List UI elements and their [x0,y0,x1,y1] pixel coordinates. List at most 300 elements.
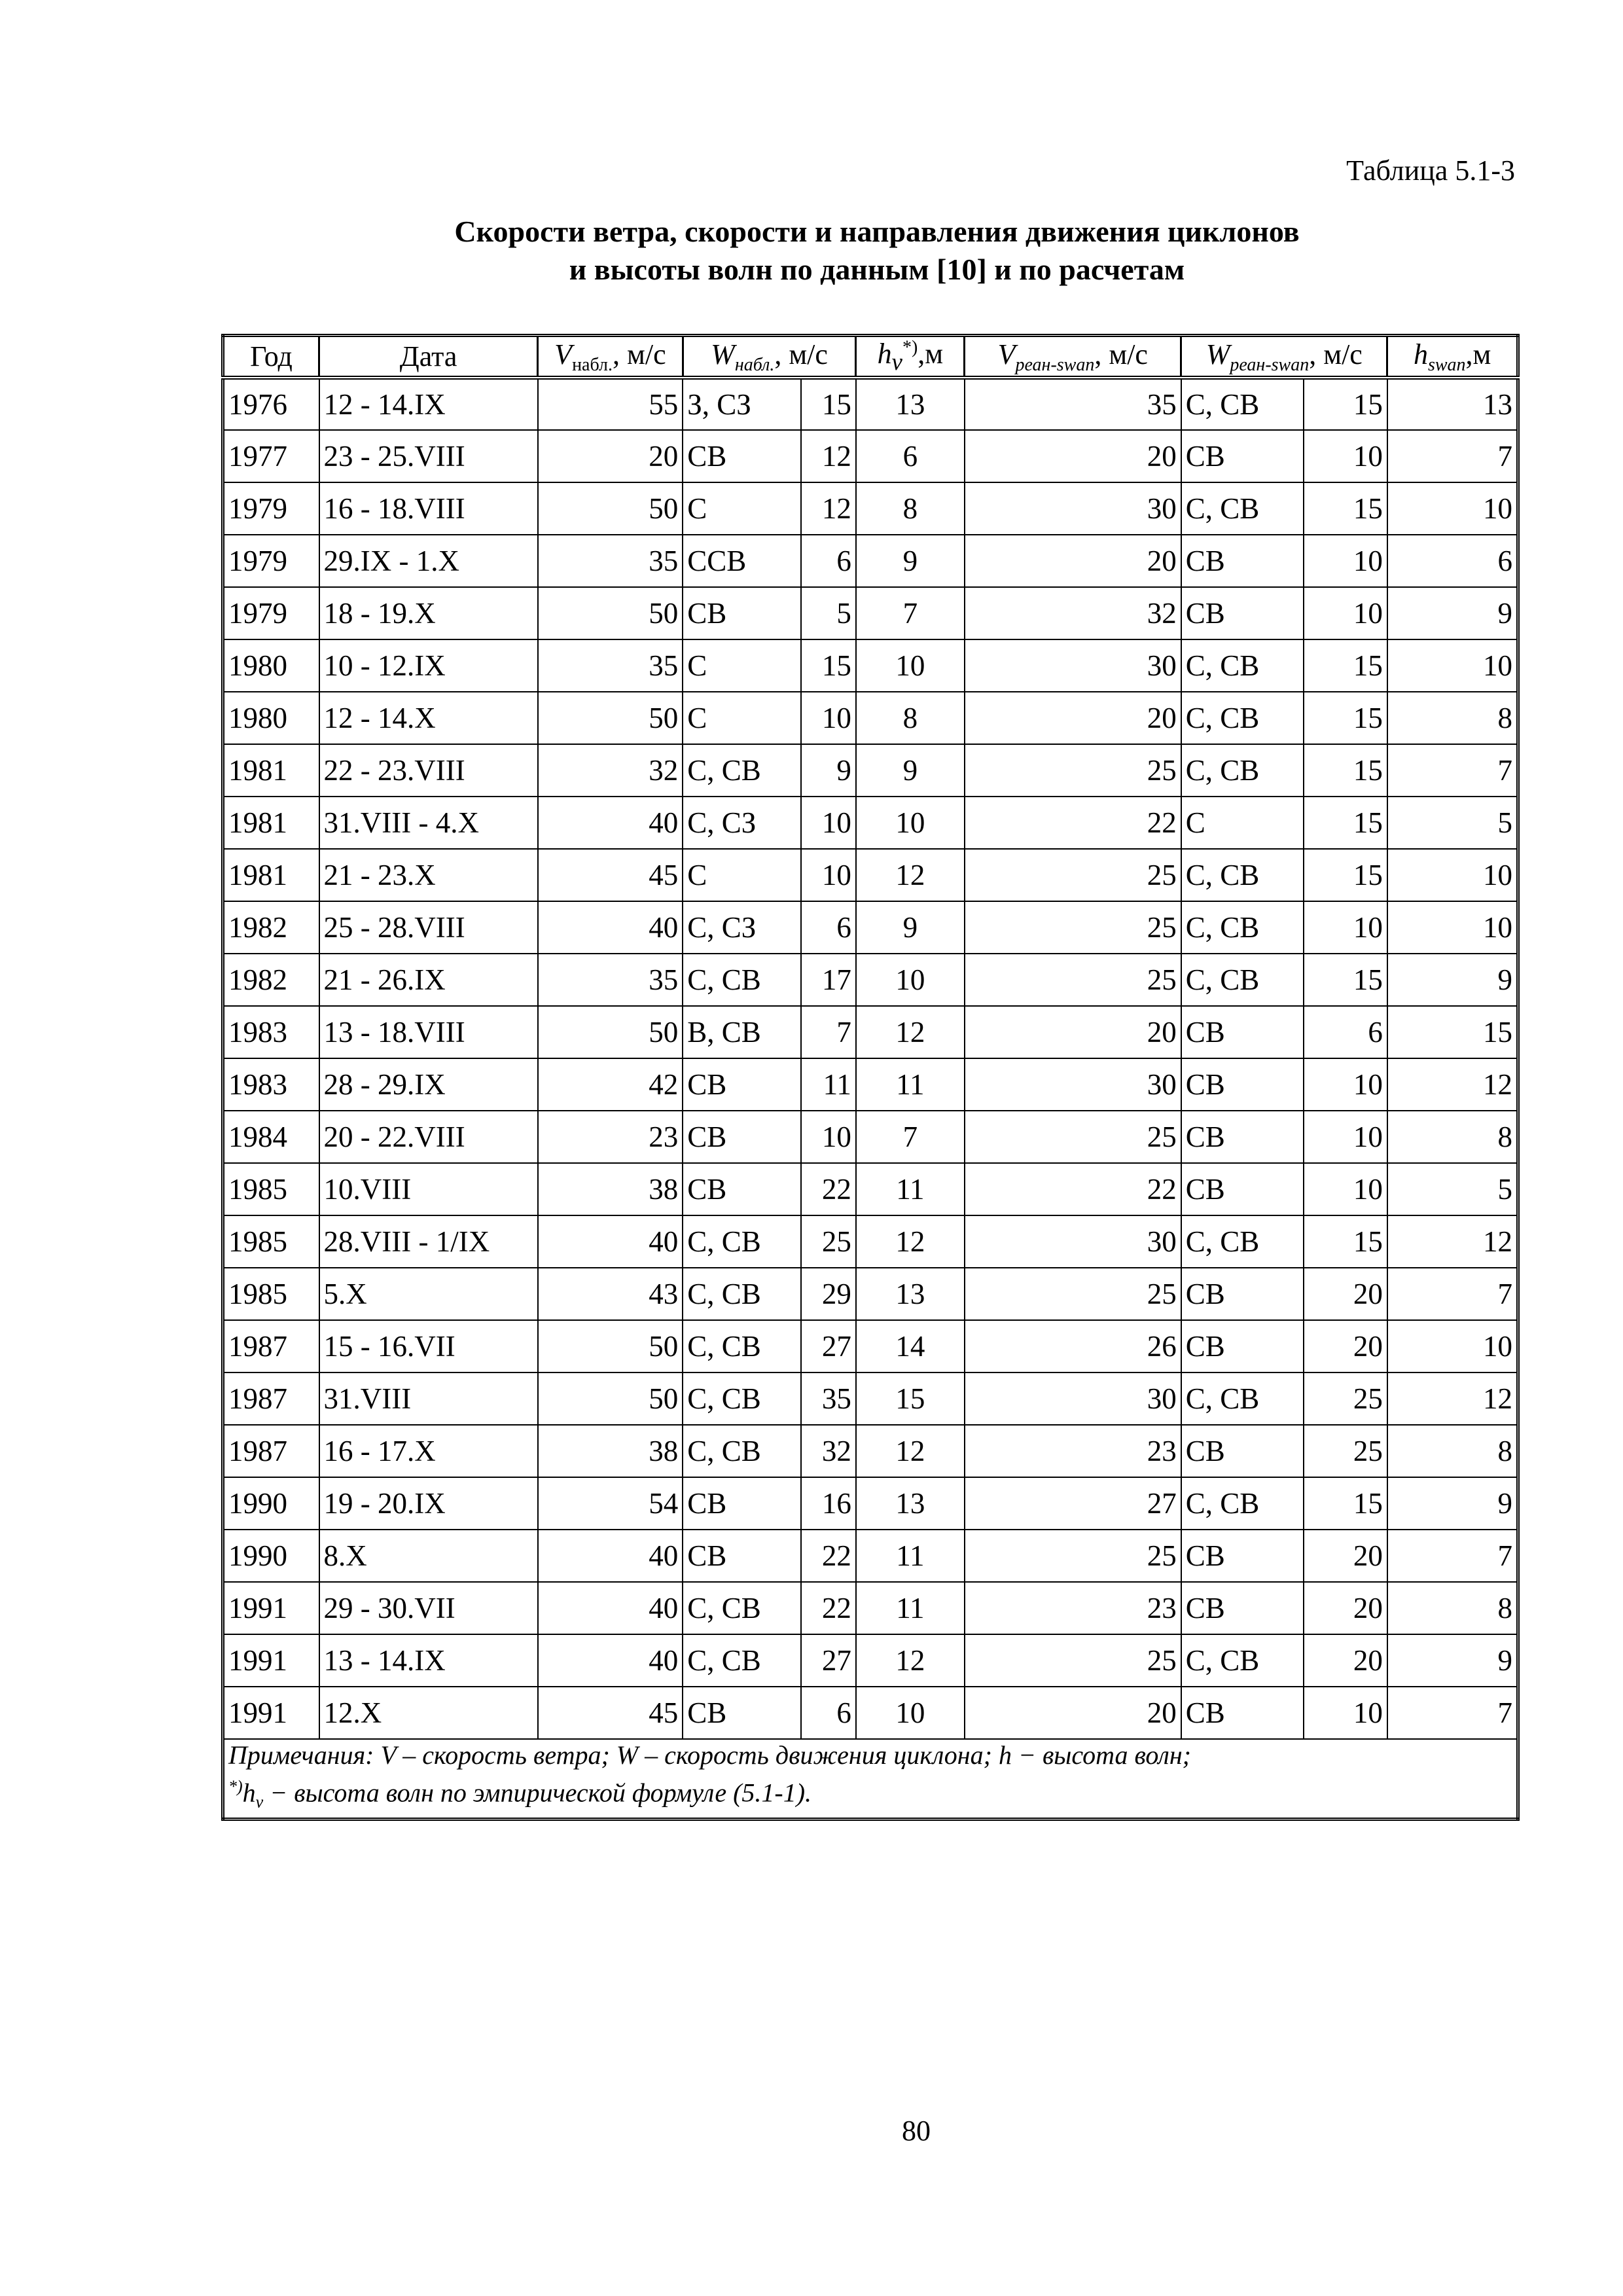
cell-h-swan: 7 [1387,1268,1518,1320]
cell-hv: 12 [856,1006,965,1058]
cell-h-swan: 6 [1387,535,1518,587]
cell-w-reanalysis: 15 [1304,744,1387,797]
cell-year: 1985 [223,1163,319,1215]
cell-w-direction: С [683,849,801,901]
cell-year: 1977 [223,430,319,482]
cell-date: 31.VIII - 4.X [319,797,538,849]
cell-v-reanalysis: 20 [965,1006,1181,1058]
cell-year: 1983 [223,1006,319,1058]
cell-v-reanalysis: 20 [965,692,1181,744]
table-row [223,535,1518,587]
cell-w-observed: 6 [801,1687,856,1739]
cell-w-reanalysis: 15 [1304,954,1387,1006]
cell-reanalysis-direction: СВ [1181,1425,1304,1477]
cell-h-swan: 10 [1387,1320,1518,1372]
cell-h-swan: 10 [1387,901,1518,954]
cell-hv: 11 [856,1530,965,1582]
cell-date: 15 - 16.VII [319,1320,538,1372]
cell-w-observed: 22 [801,1163,856,1215]
table-header [223,336,1518,378]
cell-w-reanalysis: 10 [1304,1111,1387,1163]
cell-date: 12 - 14.X [319,692,538,744]
cell-h-swan: 8 [1387,692,1518,744]
cell-reanalysis-direction: С, СВ [1181,1477,1304,1530]
table-row [223,692,1518,744]
header-w-observed [683,336,856,378]
cell-w-direction: СВ [683,587,801,639]
cell-h-swan: 12 [1387,1215,1518,1268]
cell-w-observed: 29 [801,1268,856,1320]
cell-reanalysis-direction: СВ [1181,1111,1304,1163]
cell-v-observed: 23 [538,1111,683,1163]
cell-w-observed: 10 [801,849,856,901]
header-w-reanalysis-subscript: реан-swan [1230,354,1310,375]
cell-v-observed: 55 [538,378,683,430]
cell-date: 19 - 20.IX [319,1477,538,1530]
cell-w-observed: 17 [801,954,856,1006]
cell-v-reanalysis: 25 [965,744,1181,797]
cell-v-observed: 35 [538,535,683,587]
table-header-row [223,336,1518,378]
cell-reanalysis-direction: С, СВ [1181,901,1304,954]
cell-date: 13 - 18.VIII [319,1006,538,1058]
cell-hv: 12 [856,1215,965,1268]
cell-w-reanalysis: 25 [1304,1425,1387,1477]
cell-w-reanalysis: 10 [1304,430,1387,482]
cell-w-direction: В, СВ [683,1006,801,1058]
page-number: 80 [902,2115,931,2147]
cell-w-reanalysis: 15 [1304,639,1387,692]
cell-v-observed: 40 [538,901,683,954]
table-title [0,213,1623,289]
cell-v-observed: 42 [538,1058,683,1111]
cell-v-observed: 45 [538,849,683,901]
cell-w-reanalysis: 15 [1304,482,1387,535]
cell-w-reanalysis: 10 [1304,1058,1387,1111]
cell-hv: 12 [856,849,965,901]
table-row [223,639,1518,692]
cell-w-direction: СВ [683,1687,801,1739]
cell-w-direction: ССВ [683,535,801,587]
cell-w-observed: 27 [801,1634,856,1687]
header-hv-superscript: *) [902,337,918,358]
cell-v-reanalysis: 35 [965,378,1181,430]
cell-year: 1985 [223,1268,319,1320]
cell-v-reanalysis: 30 [965,1215,1181,1268]
cell-w-reanalysis: 15 [1304,1477,1387,1530]
cell-hv: 6 [856,430,965,482]
cell-h-swan: 9 [1387,954,1518,1006]
table-row [223,1111,1518,1163]
cell-date: 12 - 14.IX [319,378,538,430]
cell-hv: 10 [856,1687,965,1739]
table-row [223,430,1518,482]
cell-date: 21 - 26.IX [319,954,538,1006]
cell-reanalysis-direction: СВ [1181,1530,1304,1582]
cell-w-observed: 25 [801,1215,856,1268]
cell-v-reanalysis: 27 [965,1477,1181,1530]
cell-w-observed: 7 [801,1006,856,1058]
cell-date: 29 - 30.VII [319,1582,538,1634]
header-hv [856,336,965,378]
cell-reanalysis-direction: СВ [1181,1320,1304,1372]
cell-v-reanalysis: 23 [965,1425,1181,1477]
cell-hv: 12 [856,1634,965,1687]
cell-h-swan: 10 [1387,849,1518,901]
cell-w-reanalysis: 15 [1304,1215,1387,1268]
cell-v-observed: 20 [538,430,683,482]
cell-w-reanalysis: 15 [1304,797,1387,849]
header-h-swan-symbol: h [1413,338,1428,370]
cell-hv: 7 [856,587,965,639]
table-row [223,797,1518,849]
cell-date: 16 - 17.X [319,1425,538,1477]
table-row [223,744,1518,797]
cell-h-swan: 9 [1387,587,1518,639]
cell-v-reanalysis: 25 [965,1268,1181,1320]
header-w-observed-unit: , м/с [774,338,828,370]
cell-w-observed: 11 [801,1058,856,1111]
cell-w-direction: С, СВ [683,1320,801,1372]
footnote-hv-subscript: v [255,1792,264,1812]
cell-hv: 9 [856,744,965,797]
cell-w-direction: С, СВ [683,1634,801,1687]
cell-v-observed: 50 [538,587,683,639]
cell-w-observed: 10 [801,1111,856,1163]
cell-hv: 8 [856,692,965,744]
cell-date: 20 - 22.VIII [319,1111,538,1163]
cell-w-direction: С [683,482,801,535]
cell-date: 5.X [319,1268,538,1320]
cell-w-direction: С, СВ [683,954,801,1006]
table-row [223,1372,1518,1425]
cell-w-reanalysis: 15 [1304,692,1387,744]
cell-w-reanalysis: 10 [1304,587,1387,639]
cell-v-observed: 50 [538,1006,683,1058]
cell-w-reanalysis: 10 [1304,1687,1387,1739]
cell-w-direction: С, СВ [683,1215,801,1268]
cell-hv: 9 [856,535,965,587]
cell-year: 1979 [223,587,319,639]
cell-reanalysis-direction: С, СВ [1181,482,1304,535]
cell-v-reanalysis: 30 [965,1058,1181,1111]
cell-date: 25 - 28.VIII [319,901,538,954]
cell-hv: 8 [856,482,965,535]
cell-w-reanalysis: 20 [1304,1530,1387,1582]
cell-v-observed: 40 [538,1582,683,1634]
cell-year: 1981 [223,744,319,797]
cell-w-observed: 27 [801,1320,856,1372]
cell-v-observed: 35 [538,639,683,692]
cell-reanalysis-direction: С, СВ [1181,1215,1304,1268]
header-w-observed-symbol: W [711,338,735,370]
header-v-reanalysis-subscript: реан-swan [1015,354,1095,375]
cell-w-reanalysis: 10 [1304,535,1387,587]
footnote-line-2 [228,1771,1512,1818]
cell-date: 28.VIII - 1/IX [319,1215,538,1268]
cell-w-reanalysis: 20 [1304,1634,1387,1687]
table-row [223,482,1518,535]
header-hv-unit: ,м [918,338,944,370]
cell-reanalysis-direction: С, СВ [1181,1634,1304,1687]
table-row [223,1425,1518,1477]
cell-v-observed: 38 [538,1163,683,1215]
header-w-observed-subscript: набл. [734,354,775,375]
cell-hv: 10 [856,797,965,849]
cell-v-reanalysis: 30 [965,1372,1181,1425]
header-v-observed-unit: , м/с [613,338,666,370]
cell-year: 1990 [223,1477,319,1530]
cell-w-observed: 32 [801,1425,856,1477]
cell-v-observed: 32 [538,744,683,797]
data-table [221,334,1520,1821]
cell-year: 1991 [223,1582,319,1634]
cell-year: 1982 [223,901,319,954]
table-row [223,1268,1518,1320]
table-title-line-2: и высоты волн по данным [10] и по расчетам [569,253,1185,286]
cell-reanalysis-direction: СВ [1181,1582,1304,1634]
cell-h-swan: 8 [1387,1425,1518,1477]
cell-h-swan: 7 [1387,1530,1518,1582]
table-body [223,378,1518,1739]
cell-h-swan: 10 [1387,482,1518,535]
cell-hv: 13 [856,1268,965,1320]
cell-reanalysis-direction: С, СВ [1181,954,1304,1006]
table-row [223,1163,1518,1215]
cell-year: 1991 [223,1634,319,1687]
header-v-reanalysis [965,336,1181,378]
cell-h-swan: 7 [1387,744,1518,797]
cell-w-direction: С, СВ [683,1268,801,1320]
cell-reanalysis-direction: СВ [1181,1687,1304,1739]
cell-reanalysis-direction: СВ [1181,430,1304,482]
cell-w-reanalysis: 10 [1304,901,1387,954]
header-h-swan-subscript: swan [1427,354,1466,375]
cell-w-direction: С, СВ [683,1372,801,1425]
cell-year: 1984 [223,1111,319,1163]
table-row [223,1687,1518,1739]
cell-w-direction: С, СВ [683,1425,801,1477]
cell-v-reanalysis: 22 [965,797,1181,849]
cell-v-reanalysis: 25 [965,849,1181,901]
cell-v-reanalysis: 20 [965,430,1181,482]
cell-v-observed: 40 [538,797,683,849]
cell-v-observed: 43 [538,1268,683,1320]
cell-w-observed: 35 [801,1372,856,1425]
cell-w-direction: С [683,639,801,692]
footnote-hv-symbol: h [242,1778,256,1808]
cell-date: 10 - 12.IX [319,639,538,692]
cell-w-observed: 6 [801,901,856,954]
cell-v-reanalysis: 25 [965,1111,1181,1163]
cell-w-direction: С, СВ [683,1582,801,1634]
cell-reanalysis-direction: СВ [1181,1268,1304,1320]
cell-v-observed: 35 [538,954,683,1006]
table-row [223,1058,1518,1111]
cell-h-swan: 12 [1387,1372,1518,1425]
cell-h-swan: 5 [1387,797,1518,849]
cell-w-observed: 22 [801,1530,856,1582]
cell-h-swan: 15 [1387,1006,1518,1058]
cell-v-reanalysis: 32 [965,587,1181,639]
cell-h-swan: 12 [1387,1058,1518,1111]
cell-hv: 11 [856,1163,965,1215]
cell-v-reanalysis: 25 [965,1530,1181,1582]
cell-v-reanalysis: 30 [965,482,1181,535]
cell-hv: 7 [856,1111,965,1163]
cell-w-direction: СВ [683,1163,801,1215]
cell-w-reanalysis: 6 [1304,1006,1387,1058]
header-v-observed-subscript: набл. [572,354,613,375]
cell-reanalysis-direction: С, СВ [1181,1372,1304,1425]
cell-w-reanalysis: 20 [1304,1582,1387,1634]
cell-year: 1982 [223,954,319,1006]
cell-year: 1980 [223,692,319,744]
cell-w-direction: С [683,692,801,744]
cell-hv: 9 [856,901,965,954]
cell-w-reanalysis: 20 [1304,1320,1387,1372]
footnote-line-1: Примечания: V – скорость ветра; W – скорость движения циклона; h − высота волн; [228,1740,1191,1770]
cell-year: 1983 [223,1058,319,1111]
cell-v-reanalysis: 22 [965,1163,1181,1215]
cell-year: 1979 [223,482,319,535]
cell-date: 31.VIII [319,1372,538,1425]
cell-v-reanalysis: 25 [965,1634,1181,1687]
table-row [223,1634,1518,1687]
table-row [223,1582,1518,1634]
cell-w-observed: 10 [801,692,856,744]
cell-year: 1981 [223,797,319,849]
cell-v-observed: 50 [538,692,683,744]
header-hv-subscript: v [891,348,902,375]
cell-reanalysis-direction: С [1181,797,1304,849]
cell-hv: 11 [856,1582,965,1634]
cell-reanalysis-direction: С, СВ [1181,692,1304,744]
cell-w-observed: 15 [801,639,856,692]
cell-date: 12.X [319,1687,538,1739]
cell-hv: 11 [856,1058,965,1111]
cell-hv: 10 [856,639,965,692]
cell-w-observed: 22 [801,1582,856,1634]
cell-w-reanalysis: 20 [1304,1268,1387,1320]
cell-w-direction: СВ [683,1477,801,1530]
cell-w-observed: 9 [801,744,856,797]
cell-date: 16 - 18.VIII [319,482,538,535]
cell-v-reanalysis: 20 [965,535,1181,587]
cell-h-swan: 8 [1387,1582,1518,1634]
header-v-observed [538,336,683,378]
table-row [223,901,1518,954]
cell-reanalysis-direction: СВ [1181,1006,1304,1058]
cell-year: 1981 [223,849,319,901]
table-row [223,954,1518,1006]
table-row [223,1530,1518,1582]
cell-w-reanalysis: 15 [1304,378,1387,430]
cell-h-swan: 9 [1387,1477,1518,1530]
cell-date: 13 - 14.IX [319,1634,538,1687]
cell-w-observed: 15 [801,378,856,430]
cell-w-observed: 10 [801,797,856,849]
cell-year: 1980 [223,639,319,692]
cell-reanalysis-direction: С, СВ [1181,849,1304,901]
cell-w-reanalysis: 10 [1304,1163,1387,1215]
cell-hv: 15 [856,1372,965,1425]
cell-date: 21 - 23.X [319,849,538,901]
cell-reanalysis-direction: С, СВ [1181,378,1304,430]
cell-w-direction: СВ [683,1111,801,1163]
cell-h-swan: 13 [1387,378,1518,430]
header-year: Год [223,336,319,378]
cell-date: 10.VIII [319,1163,538,1215]
cell-year: 1991 [223,1687,319,1739]
footnote-row [223,1739,1518,1820]
cell-year: 1987 [223,1425,319,1477]
cell-w-observed: 6 [801,535,856,587]
cell-v-reanalysis: 23 [965,1582,1181,1634]
cell-v-observed: 45 [538,1687,683,1739]
table-number: Таблица 5.1-3 [1346,154,1515,187]
cell-reanalysis-direction: СВ [1181,1163,1304,1215]
cell-h-swan: 7 [1387,430,1518,482]
cell-w-reanalysis: 15 [1304,849,1387,901]
table-row [223,1006,1518,1058]
table-row [223,849,1518,901]
cell-h-swan: 10 [1387,639,1518,692]
cell-w-reanalysis: 25 [1304,1372,1387,1425]
cell-v-observed: 50 [538,482,683,535]
cell-reanalysis-direction: СВ [1181,1058,1304,1111]
cell-year: 1987 [223,1372,319,1425]
cell-v-reanalysis: 30 [965,639,1181,692]
cell-date: 22 - 23.VIII [319,744,538,797]
cell-w-observed: 16 [801,1477,856,1530]
cell-v-reanalysis: 26 [965,1320,1181,1372]
cell-v-reanalysis: 25 [965,954,1181,1006]
cell-date: 28 - 29.IX [319,1058,538,1111]
cell-v-observed: 50 [538,1372,683,1425]
footnote-hv-text: − высота волн по эмпирической формуле (5.1-1). [263,1778,812,1808]
cell-w-observed: 5 [801,587,856,639]
header-v-reanalysis-symbol: V [997,338,1016,370]
table-row [223,378,1518,430]
cell-w-direction: С, СЗ [683,901,801,954]
cell-reanalysis-direction: СВ [1181,587,1304,639]
cell-v-observed: 38 [538,1425,683,1477]
cell-w-direction: З, СЗ [683,378,801,430]
cell-w-observed: 12 [801,482,856,535]
table-row [223,1477,1518,1530]
cell-w-direction: СВ [683,430,801,482]
header-w-reanalysis-unit: , м/с [1309,338,1363,370]
header-w-reanalysis-symbol: W [1205,338,1230,370]
cell-h-swan: 8 [1387,1111,1518,1163]
cell-year: 1987 [223,1320,319,1372]
cell-h-swan: 5 [1387,1163,1518,1215]
cell-hv: 10 [856,954,965,1006]
footnote-marker: *) [228,1776,243,1796]
table-row [223,1320,1518,1372]
cell-year: 1990 [223,1530,319,1582]
cell-h-swan: 9 [1387,1634,1518,1687]
cell-hv: 13 [856,378,965,430]
header-v-observed-symbol: V [554,338,573,370]
cell-hv: 14 [856,1320,965,1372]
cell-hv: 12 [856,1425,965,1477]
cell-reanalysis-direction: С, СВ [1181,744,1304,797]
cell-date: 23 - 25.VIII [319,430,538,482]
cell-w-observed: 12 [801,430,856,482]
header-w-reanalysis [1181,336,1387,378]
